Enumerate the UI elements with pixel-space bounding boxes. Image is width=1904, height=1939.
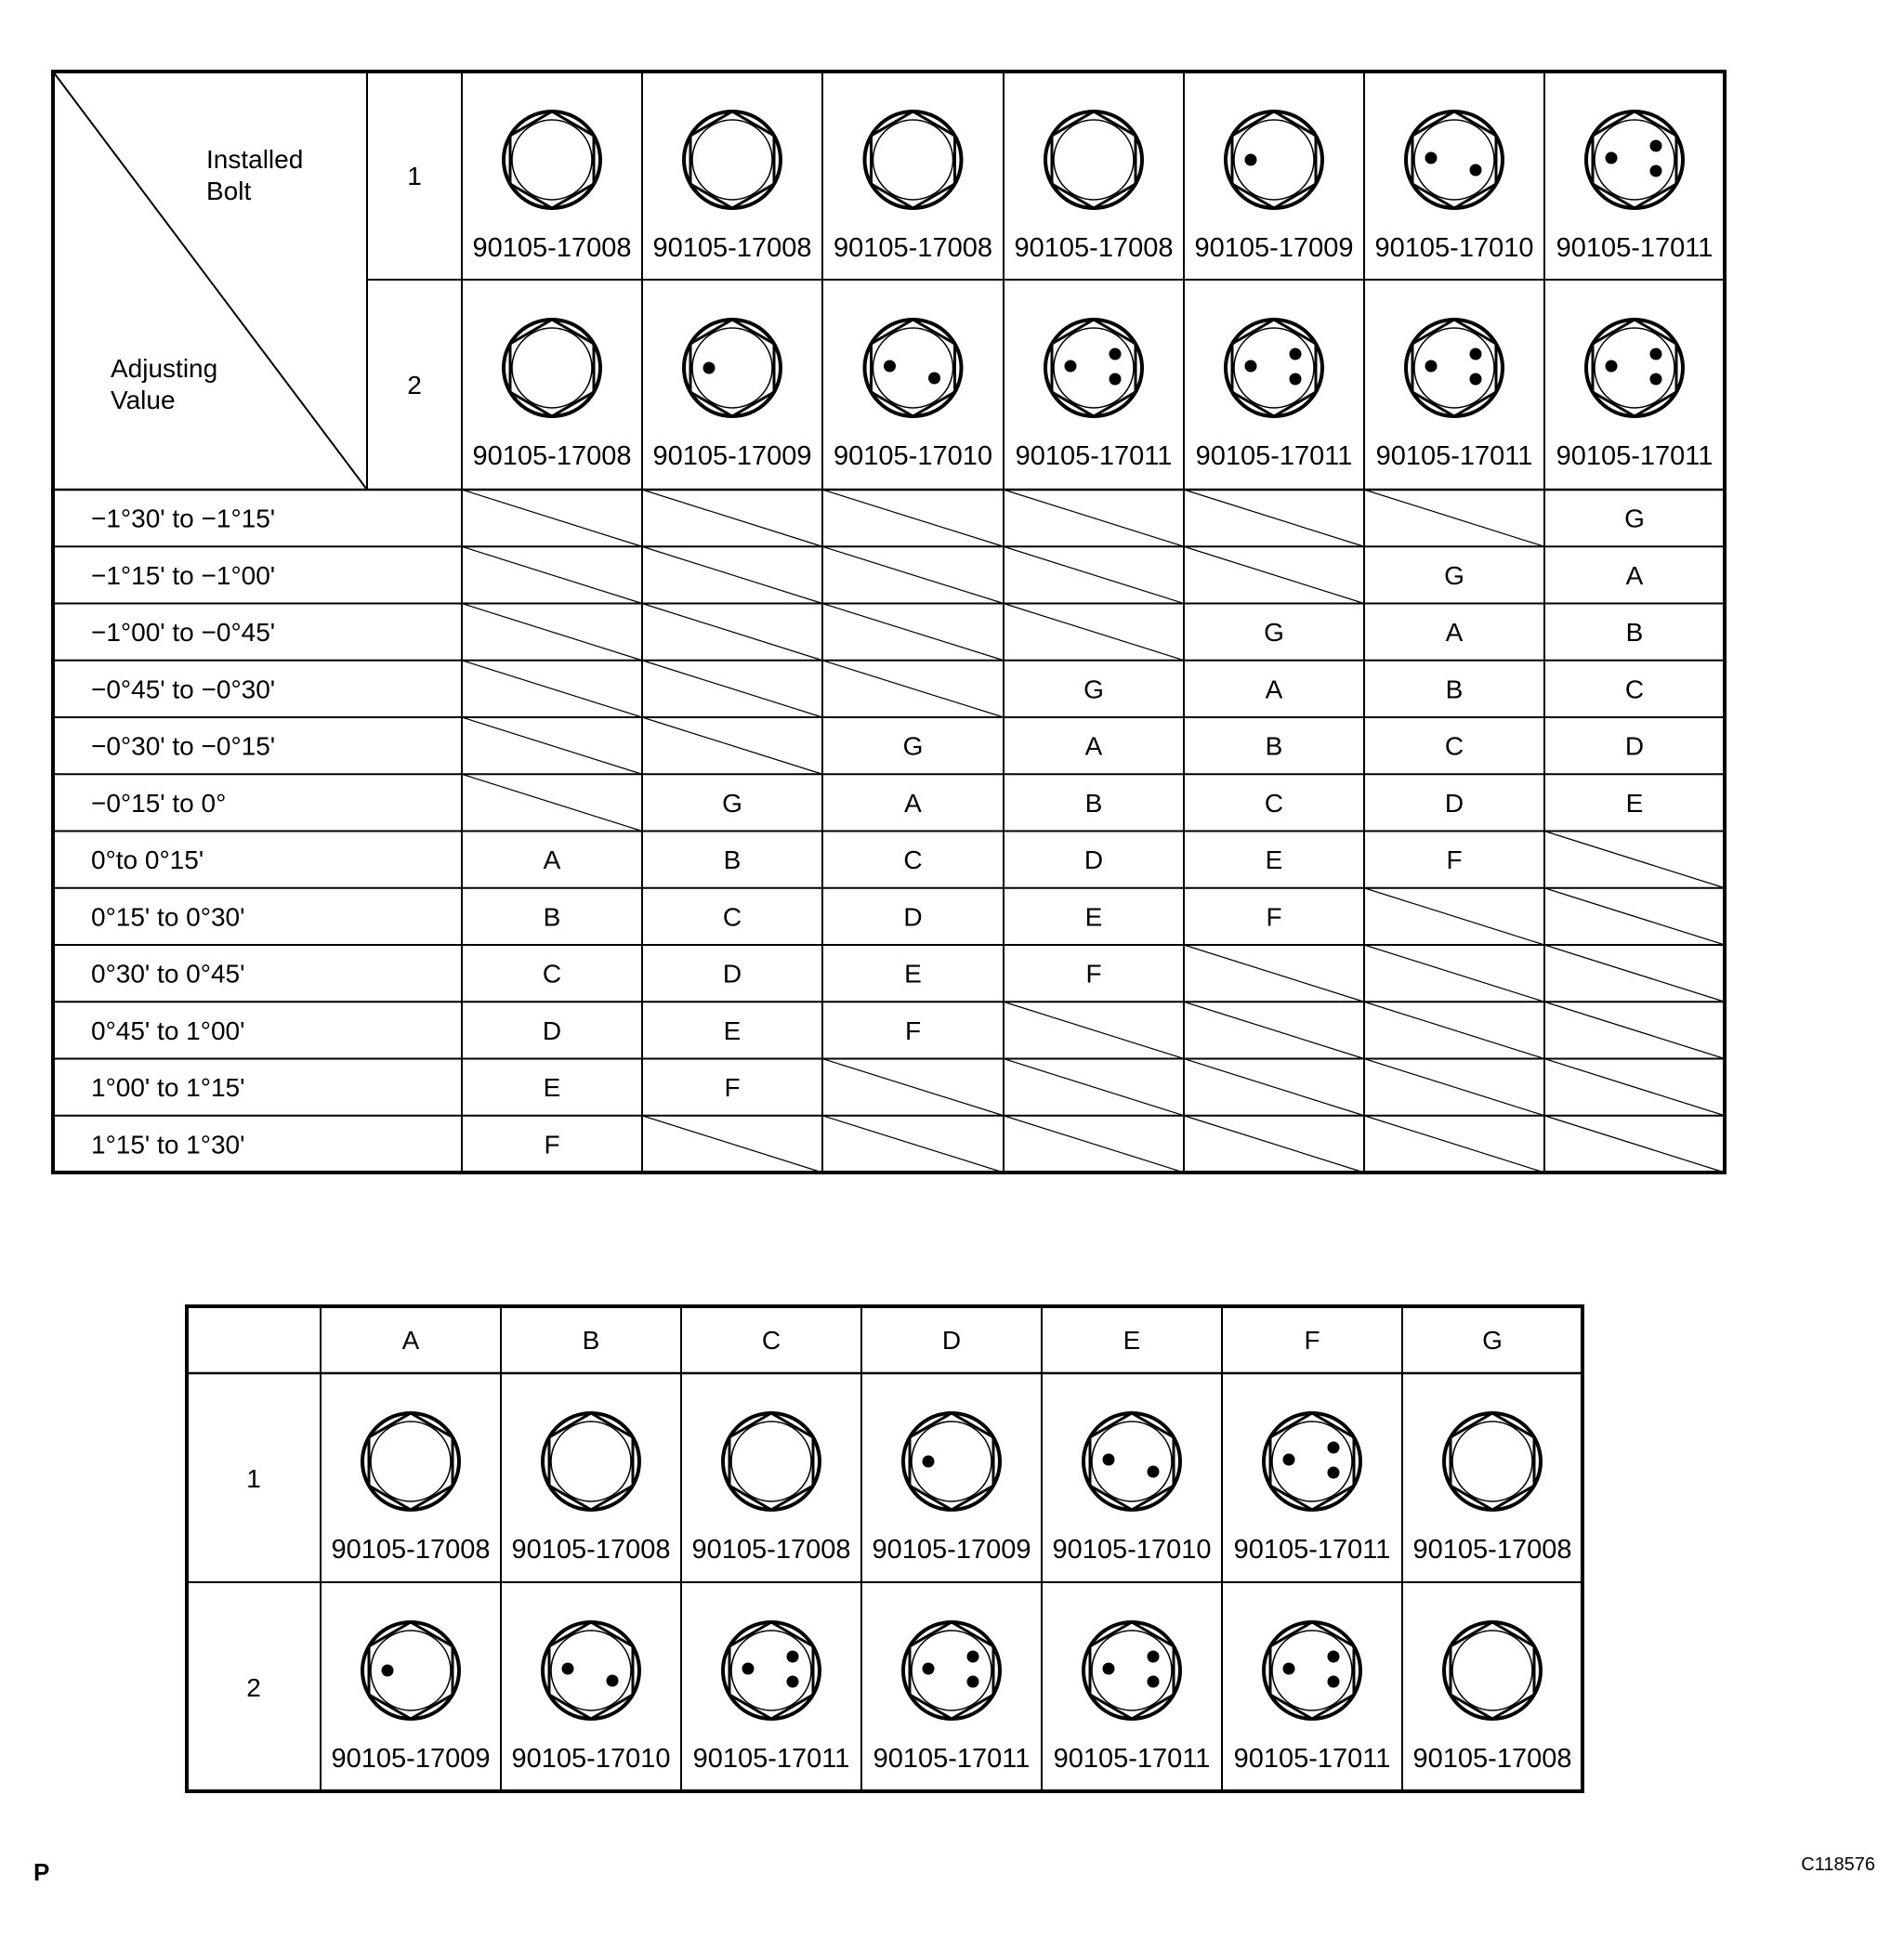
bolt-mark-dot (928, 373, 940, 385)
bolt-combination-code: B (1625, 618, 1644, 648)
bolt-inner-ring (551, 1421, 631, 1501)
bolt-outer-ring (1586, 320, 1683, 416)
bolt-row-2-label: 2 (407, 371, 422, 400)
bolt-part-number: 90105-17011 (1015, 441, 1173, 471)
bolt-hexagon (872, 111, 955, 208)
not-applicable-hatch (1004, 1002, 1184, 1058)
bolt-combination-code: F (724, 1073, 741, 1103)
bolt-head-3-dot-icon (1083, 1622, 1180, 1719)
bolt-head-icon (1444, 1413, 1541, 1510)
bolt-mark-dot (1650, 140, 1662, 152)
bolt-head-2-dot-icon (543, 1622, 639, 1719)
bolt-part-number: 90105-17011 (1556, 233, 1714, 263)
bolt-combination-code: B (543, 902, 561, 932)
not-applicable-hatch (1184, 490, 1364, 546)
bolt-hexagon (1270, 1413, 1354, 1510)
bolt-combination-code: B (1265, 731, 1283, 761)
bolt-hexagon (1412, 111, 1496, 208)
bolt-mark-dot (742, 1663, 755, 1675)
bolt-hexagon (1451, 1413, 1534, 1510)
bolt-mark-dot (1425, 360, 1438, 373)
bolt-head-icon (543, 1413, 639, 1510)
not-applicable-hatch (822, 1059, 1004, 1116)
bolt-head-3-dot-icon (1226, 320, 1322, 416)
bolt-combination-code: G (902, 731, 924, 761)
bolt-part-number: 90105-17011 (1233, 1744, 1391, 1774)
bolt-combination-code: A (1625, 560, 1644, 590)
bolt-mark-dot (787, 1651, 799, 1663)
bolt-mark-dot (1606, 152, 1618, 164)
bolt-part-number: 90105-17010 (1052, 1535, 1212, 1565)
bolt-part-number: 90105-17008 (691, 1535, 851, 1565)
page-marker-p: P (33, 1858, 50, 1886)
bolt-part-number: 90105-17008 (1412, 1744, 1572, 1774)
bolt-head-icon (1045, 111, 1142, 208)
bolt-hexagon (369, 1413, 453, 1510)
bolt-mark-dot (967, 1676, 979, 1688)
bolt-outer-ring (903, 1413, 1000, 1510)
not-applicable-hatch (822, 490, 1004, 546)
bolt-head-1-dot-icon (903, 1413, 1000, 1510)
bolt-inner-ring (1054, 120, 1134, 200)
not-applicable-hatch (1004, 1059, 1184, 1116)
bolt-combination-code: F (1266, 902, 1282, 932)
bolt-hexagon (1090, 1622, 1174, 1719)
bolt-outer-ring (865, 320, 962, 416)
bolt-head-1-dot-icon (362, 1622, 459, 1719)
not-applicable-hatch (1364, 1059, 1544, 1116)
bolt-mark-dot (1110, 373, 1122, 386)
bolt-outer-ring (504, 320, 600, 416)
legend-column-header: G (1482, 1326, 1503, 1355)
bolt-head-2-dot-icon (1406, 111, 1503, 208)
bolt-outer-ring (1264, 1622, 1360, 1719)
bolt-outer-ring (865, 111, 962, 208)
bolt-mark-dot (1148, 1466, 1160, 1478)
not-applicable-hatch (1184, 945, 1364, 1002)
bolt-outer-ring (1264, 1413, 1360, 1510)
bolt-combination-code: G (1444, 560, 1464, 590)
bolt-head-3-dot-icon (1586, 320, 1683, 416)
not-applicable-hatch (462, 546, 642, 603)
not-applicable-hatch (1004, 1116, 1184, 1173)
bolt-hexagon (1593, 320, 1676, 416)
not-applicable-hatch (1004, 490, 1184, 546)
bolt-part-number: 90105-17008 (511, 1535, 671, 1565)
bolt-inner-ring (371, 1421, 451, 1501)
bolt-hexagon (690, 111, 774, 208)
bolt-outer-ring (1406, 320, 1503, 416)
bolt-combination-code: A (904, 788, 922, 818)
bolt-head-icon (362, 1413, 459, 1510)
legend-row-1-label: 1 (246, 1464, 261, 1493)
bolt-head-2-dot-icon (1083, 1413, 1180, 1510)
bolt-mark-dot (1245, 154, 1257, 166)
not-applicable-hatch (462, 604, 642, 661)
bolt-part-number: 90105-17011 (1053, 1744, 1211, 1774)
corner-diagonal (53, 72, 367, 490)
bolt-mark-dot (787, 1676, 799, 1688)
bolt-hexagon (910, 1622, 993, 1719)
bolt-part-number: 90105-17011 (873, 1744, 1031, 1774)
adjusting-range-label: −1°15' to −1°00' (91, 560, 276, 590)
bolt-mark-dot (382, 1665, 394, 1677)
bolt-part-number: 90105-17011 (1195, 441, 1353, 471)
bolt-outer-ring (1444, 1622, 1541, 1719)
bolt-mark-dot (1328, 1676, 1340, 1688)
bolt-outer-ring (684, 320, 781, 416)
bolt-mark-dot (1328, 1467, 1340, 1479)
bolt-combination-code: A (1445, 618, 1464, 648)
adjusting-value-label: Value (111, 386, 176, 414)
bolt-mark-dot (562, 1663, 574, 1675)
bolt-hexagon (1052, 111, 1136, 208)
bolt-mark-dot (1470, 373, 1482, 386)
bolt-head-3-dot-icon (903, 1622, 1000, 1719)
bolt-outer-ring (723, 1622, 820, 1719)
adjusting-value-label: Adjusting (111, 354, 218, 383)
adjusting-range-label: −0°15' to 0° (91, 788, 227, 818)
bolt-head-3-dot-icon (1406, 320, 1503, 416)
bolt-part-number: 90105-17010 (1374, 233, 1534, 263)
bolt-head-icon (865, 111, 962, 208)
bolt-inner-ring (512, 120, 592, 200)
bolt-part-number: 90105-17011 (1233, 1535, 1391, 1565)
bolt-part-number: 90105-17008 (472, 233, 632, 263)
bolt-hexagon (549, 1413, 633, 1510)
bolt-outer-ring (1226, 320, 1322, 416)
not-applicable-hatch (1364, 490, 1544, 546)
bolt-outer-ring (903, 1622, 1000, 1719)
not-applicable-hatch (1544, 1059, 1725, 1116)
adjusting-range-label: 1°00' to 1°15' (91, 1073, 245, 1103)
bolt-hexagon (510, 111, 594, 208)
not-applicable-hatch (462, 774, 642, 831)
bolt-outer-ring (543, 1413, 639, 1510)
bolt-hexagon (549, 1622, 633, 1719)
bolt-combination-code: C (1624, 675, 1645, 704)
bolt-inner-ring (512, 328, 592, 408)
bolt-combination-code: D (722, 959, 742, 989)
bolt-mark-dot (1328, 1651, 1340, 1663)
bolt-mark-dot (1245, 360, 1257, 373)
bolt-mark-dot (1065, 360, 1077, 373)
not-applicable-hatch (642, 717, 822, 774)
adjusting-value-table (53, 72, 1725, 1173)
bolt-outer-ring (1406, 111, 1503, 208)
bolt-inner-ring (1452, 1421, 1532, 1501)
bolt-head-icon (504, 320, 600, 416)
adjusting-range-label: 0°15' to 0°30' (91, 902, 245, 932)
bolt-mark-dot (1328, 1442, 1340, 1454)
bolt-legend-table (187, 1306, 1582, 1791)
bolt-outer-ring (362, 1622, 459, 1719)
not-applicable-hatch (1004, 546, 1184, 603)
bolt-outer-ring (684, 111, 781, 208)
bolt-part-number: 90105-17009 (872, 1535, 1031, 1565)
bolt-outer-ring (543, 1622, 639, 1719)
bolt-inner-ring (1452, 1631, 1532, 1710)
bolt-mark-dot (1650, 165, 1662, 177)
bolt-head-3-dot-icon (1045, 320, 1142, 416)
bolt-mark-dot (1283, 1454, 1295, 1466)
bolt-part-number: 90105-17011 (1556, 441, 1714, 471)
bolt-mark-dot (1283, 1663, 1295, 1675)
bolt-part-number: 90105-17008 (1014, 233, 1174, 263)
bolt-combination-code: G (1264, 618, 1284, 648)
bolt-head-3-dot-icon (1586, 111, 1683, 208)
bolt-mark-dot (923, 1663, 935, 1675)
bolt-combination-code: B (1084, 788, 1103, 818)
bolt-outer-ring (362, 1413, 459, 1510)
legend-column-header: C (761, 1326, 781, 1355)
legend-column-header: E (1123, 1326, 1141, 1355)
bolt-mark-dot (1606, 360, 1618, 373)
legend-row-2-label: 2 (246, 1673, 261, 1702)
not-applicable-hatch (642, 490, 822, 546)
bolt-mark-dot (1470, 164, 1482, 177)
bolt-combination-code: D (542, 1015, 562, 1045)
bolt-mark-dot (1650, 373, 1662, 386)
bolt-head-icon (1444, 1622, 1541, 1719)
installed-bolt-label: Installed (206, 145, 304, 174)
bolt-outer-ring (504, 111, 600, 208)
bolt-combination-code: C (903, 845, 923, 875)
bolt-combination-code: F (1085, 959, 1102, 989)
adjusting-range-label: 1°15' to 1°30' (91, 1130, 245, 1159)
bolt-mark-dot (1470, 348, 1482, 360)
not-applicable-hatch (642, 1116, 822, 1173)
not-applicable-hatch (822, 546, 1004, 603)
bolt-mark-dot (1650, 348, 1662, 360)
bolt-mark-dot (1148, 1676, 1160, 1688)
not-applicable-hatch (1184, 546, 1364, 603)
bolt-hexagon (510, 320, 594, 416)
bolt-head-3-dot-icon (1264, 1622, 1360, 1719)
not-applicable-hatch (642, 546, 822, 603)
bolt-combination-code: G (1624, 504, 1645, 533)
bolt-outer-ring (1083, 1413, 1180, 1510)
bolt-combination-code: E (1084, 902, 1103, 932)
bolt-head-3-dot-icon (1264, 1413, 1360, 1510)
bolt-combination-code: A (1084, 731, 1103, 761)
adjusting-range-label: −0°45' to −0°30' (91, 675, 276, 704)
bolt-combination-code: C (542, 959, 562, 989)
bolt-hexagon (1052, 320, 1136, 416)
bolt-mark-dot (884, 360, 896, 373)
not-applicable-hatch (1184, 1002, 1364, 1058)
bolt-mark-dot (1290, 348, 1302, 360)
bolt-hexagon (1232, 320, 1316, 416)
bolt-part-number: 90105-17008 (331, 1535, 491, 1565)
bolt-head-3-dot-icon (723, 1622, 820, 1719)
bolt-combination-code: E (904, 959, 922, 989)
bolt-outer-ring (1083, 1622, 1180, 1719)
bolt-hexagon (729, 1413, 813, 1510)
bolt-hexagon (1451, 1622, 1534, 1719)
adjusting-range-label: 0°45' to 1°00' (91, 1015, 245, 1045)
bolt-combination-code: A (1265, 675, 1283, 704)
not-applicable-hatch (1364, 1116, 1544, 1173)
adjusting-range-label: 0°30' to 0°45' (91, 959, 245, 989)
bolt-head-icon (723, 1413, 820, 1510)
not-applicable-hatch (822, 661, 1004, 717)
adjusting-range-label: −0°30' to −0°15' (91, 731, 276, 761)
bolt-combination-code: D (1083, 845, 1104, 875)
not-applicable-hatch (462, 661, 642, 717)
adjusting-range-label: −1°30' to −1°15' (91, 504, 276, 533)
bolt-inner-ring (873, 120, 953, 200)
not-applicable-hatch (1544, 1002, 1725, 1058)
bolt-combination-code: A (543, 845, 561, 875)
bolt-part-number: 90105-17008 (1412, 1535, 1572, 1565)
bolt-mark-dot (1110, 348, 1122, 360)
bolt-head-1-dot-icon (684, 320, 781, 416)
bolt-mark-dot (967, 1651, 979, 1663)
bolt-part-number: 90105-17008 (652, 233, 812, 263)
bolt-outer-ring (1045, 320, 1142, 416)
bolt-hexagon (1270, 1622, 1354, 1719)
bolt-combination-code: E (1625, 788, 1644, 818)
bolt-combination-code: F (544, 1130, 560, 1159)
bolt-mark-dot (1103, 1663, 1115, 1675)
bolt-head-icon (504, 111, 600, 208)
bolt-head-icon (684, 111, 781, 208)
bolt-part-number: 90105-17009 (331, 1744, 491, 1774)
bolt-combination-code: C (1264, 788, 1284, 818)
not-applicable-hatch (1364, 888, 1544, 945)
bolt-combination-code: D (903, 902, 923, 932)
bolt-hexagon (1412, 320, 1496, 416)
installed-bolt-label: Bolt (206, 177, 252, 205)
not-applicable-hatch (1364, 945, 1544, 1002)
bolt-hexagon (1593, 111, 1676, 208)
bolt-mark-dot (923, 1456, 935, 1468)
bolt-combination-code: G (1083, 675, 1104, 704)
bolt-outer-ring (1444, 1413, 1541, 1510)
legend-column-header: A (401, 1326, 420, 1355)
bolt-hexagon (729, 1622, 813, 1719)
not-applicable-hatch (1544, 888, 1725, 945)
not-applicable-hatch (1544, 945, 1725, 1002)
not-applicable-hatch (462, 717, 642, 774)
bolt-combination-code: B (1445, 675, 1464, 704)
bolt-combination-code: D (1444, 788, 1464, 818)
bolt-mark-dot (703, 362, 716, 374)
bolt-hexagon (1090, 1413, 1174, 1510)
not-applicable-hatch (822, 604, 1004, 661)
legend-column-header: B (582, 1326, 600, 1355)
bolt-outer-ring (1226, 111, 1322, 208)
bolt-part-number: 90105-17011 (692, 1744, 850, 1774)
bolt-combination-code: D (1624, 731, 1645, 761)
bolt-combination-code: F (1446, 845, 1463, 875)
not-applicable-hatch (1184, 1059, 1364, 1116)
bolt-part-number: 90105-17008 (834, 233, 992, 263)
bolt-combination-code: F (904, 1015, 922, 1045)
bolt-mark-dot (607, 1675, 619, 1687)
bolt-head-2-dot-icon (865, 320, 962, 416)
bolt-combination-code: E (1265, 845, 1283, 875)
bolt-mark-dot (1290, 373, 1302, 386)
bolt-combination-code: E (543, 1073, 561, 1103)
bolt-mark-dot (1148, 1651, 1160, 1663)
bolt-outer-ring (1045, 111, 1142, 208)
not-applicable-hatch (822, 1116, 1004, 1173)
not-applicable-hatch (462, 490, 642, 546)
bolt-row-1-label: 1 (407, 162, 422, 190)
bolt-combination-code: E (723, 1015, 742, 1045)
bolt-mark-dot (1103, 1454, 1115, 1466)
not-applicable-hatch (642, 661, 822, 717)
adjusting-range-label: −1°00' to −0°45' (91, 618, 276, 648)
legend-column-header: F (1304, 1326, 1320, 1355)
bolt-mark-dot (1425, 152, 1438, 164)
bolt-head-1-dot-icon (1226, 111, 1322, 208)
not-applicable-hatch (1004, 604, 1184, 661)
not-applicable-hatch (1544, 1116, 1725, 1173)
bolt-part-number: 90105-17010 (511, 1744, 671, 1774)
bolt-part-number: 90105-17009 (1194, 233, 1354, 263)
bolt-combination-code: C (722, 902, 742, 932)
bolt-part-number: 90105-17009 (652, 441, 812, 471)
bolt-inner-ring (692, 120, 772, 200)
bolt-combination-code: G (722, 788, 742, 818)
bolt-outer-ring (1586, 111, 1683, 208)
legend-column-header: D (941, 1326, 962, 1355)
bolt-combination-code: B (723, 845, 742, 875)
bolt-part-number: 90105-17010 (834, 441, 992, 471)
bolt-combination-code: C (1444, 731, 1464, 761)
bolt-hexagon (872, 320, 955, 416)
not-applicable-hatch (1364, 1002, 1544, 1058)
bolt-outer-ring (723, 1413, 820, 1510)
bolt-inner-ring (731, 1421, 811, 1501)
bolt-part-number: 90105-17008 (472, 441, 632, 471)
bolt-part-number: 90105-17011 (1375, 441, 1533, 471)
not-applicable-hatch (1544, 832, 1725, 888)
not-applicable-hatch (1184, 1116, 1364, 1173)
figure-id: C118576 (1801, 1854, 1875, 1875)
not-applicable-hatch (642, 604, 822, 661)
adjusting-range-label: 0°to 0°15' (91, 845, 204, 875)
